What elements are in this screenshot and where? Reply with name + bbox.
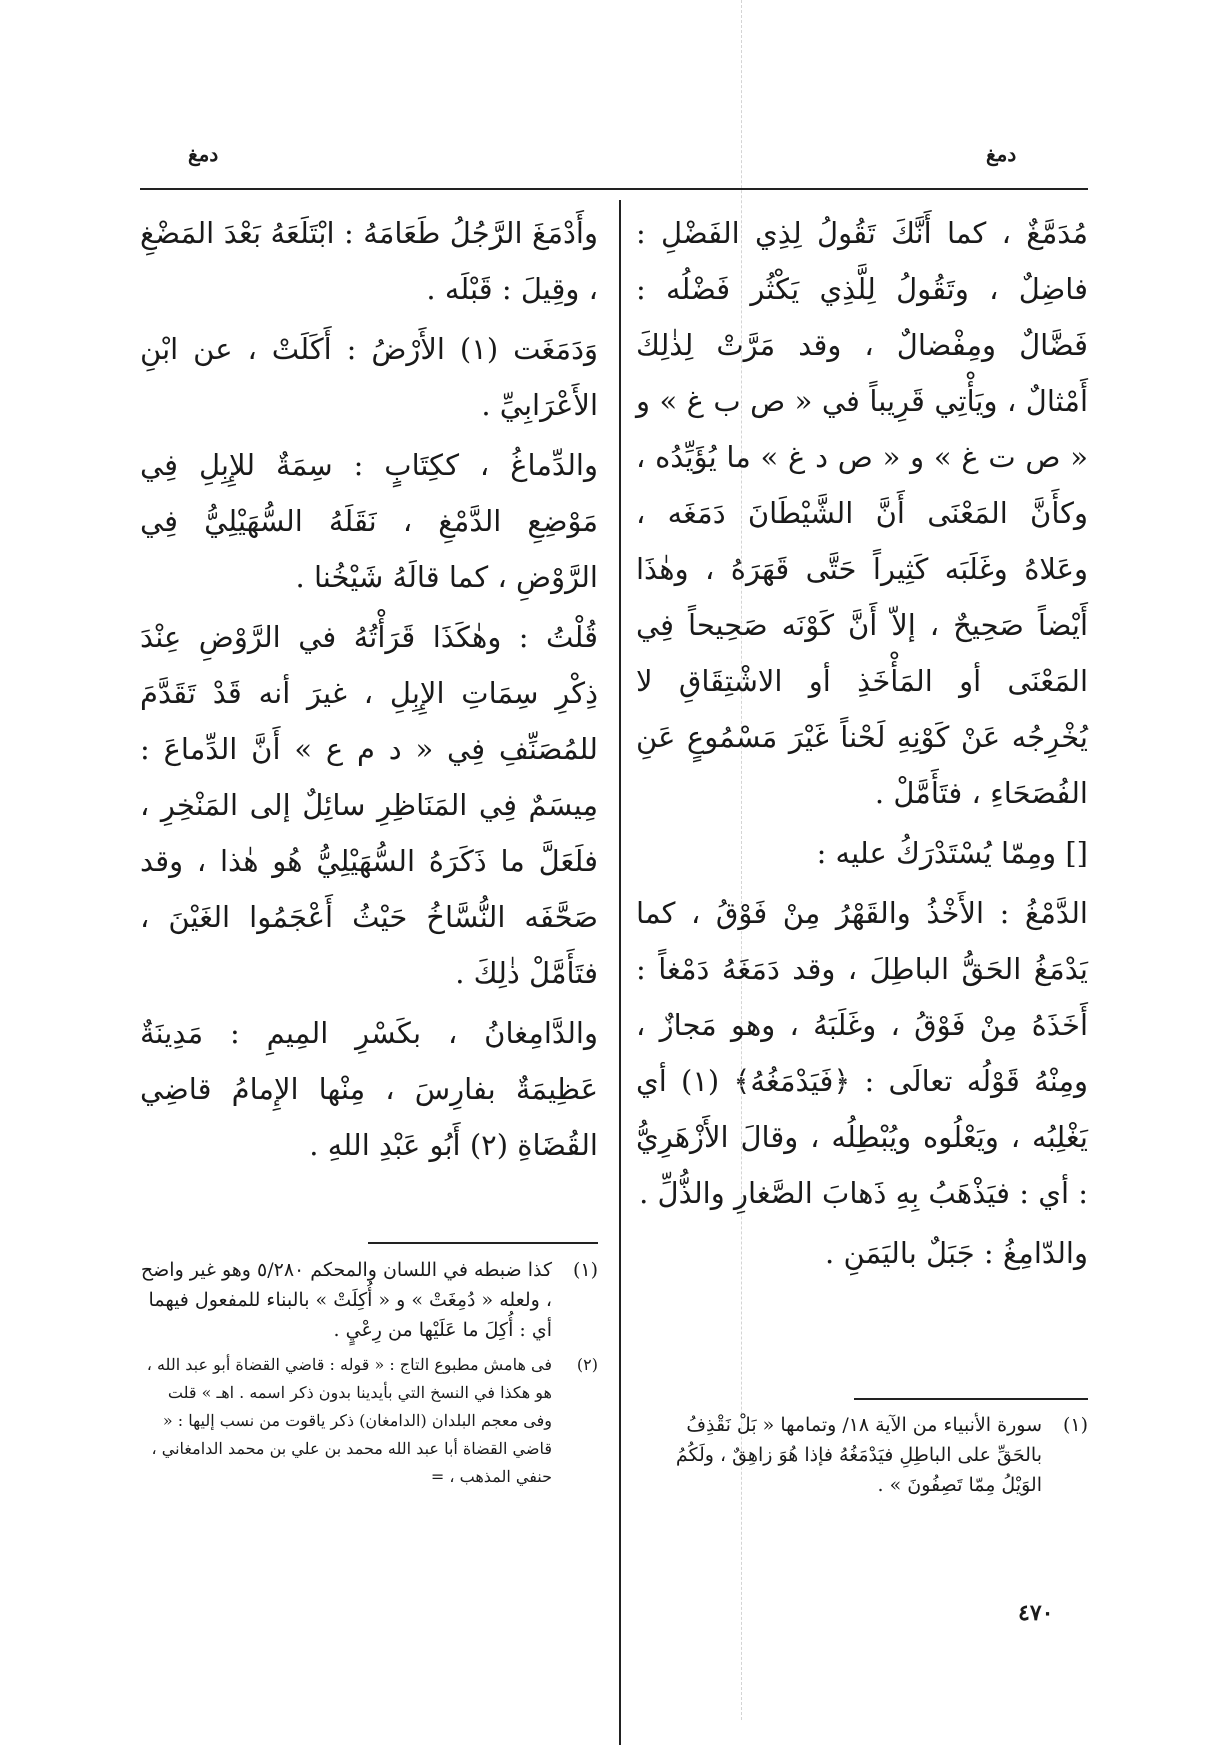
header-rule: [140, 188, 1088, 190]
entry-paragraph: [] ومِمّا يُسْتَدْرَكُ عليه :: [816, 836, 1088, 870]
column-divider: [619, 200, 621, 1745]
footnote: [140, 1351, 598, 1491]
footnote-number: (٢): [576, 1355, 598, 1374]
footnote-rule-right: [854, 1398, 1088, 1400]
entry-paragraph: مُدَمَّغٌ ، كما أَنَّكَ تَقُولُ لِذِي الفَضْلِ : فاضِلٌ ، وتَقُولُ لِلَّذِي يَكْثُر فَضْلُه : فَضَّالٌ ومِفْضالٌ ، وقد مَرَّتْ لِذٰلِكَ أَمْثالٌ ، ويَأْتِي قَرِيباً في « ص ب غ » و « ص ت غ » و « ص د غ » ما يُؤَيِّدُه ، وكأَنَّ المَعْنَى أَنَّ الشَّيْطَانَ دَمَغَه ، وعَلاهُ وغَلَبَه كَثِيراً حَتَّى قَهَرَهُ ، وهٰذَا أَيْضاً صَحِيحٌ ، إلاّ أَنَّ كَوْنَه صَحِيحاً فِي المَعْنَى أو المَأْخَذِ أو الاشْتِقَاقِ لا يُخْرِجُه عَنْ كَوْنِهِ لَحْناً غَيْرَ مَسْمُوعٍ عَنِ الفُصَحَاءِ ، فتَأَمَّلْ .: [636, 216, 1088, 810]
entry-paragraph: وَدَمَغَت (١) الأَرْضُ : أَكَلَتْ ، عن ابْنِ الأَعْرَابِيِّ .: [140, 332, 598, 422]
footnote-text: كذا ضبطه في اللسان والمحكم ٥/٢٨٠ وهو غير واضح ، ولعله « دُمِغَتْ » و « أُكِلَتْ » بالبناء للمفعول فيهما أي : أُكِلَ ما عَلَيْها من رِعْيٍ .: [140, 1259, 552, 1341]
entry-paragraph: وأَدْمَغَ الرَّجُلُ طَعَامَهُ : ابْتَلَعَهُ بَعْدَ المَضْغِ ، وقِيلَ : قَبْلَه .: [140, 216, 598, 306]
footnote: [636, 1410, 1088, 1500]
page-number: ٤٧٠: [1018, 1600, 1054, 1626]
header-word-left: دمغ: [188, 142, 219, 166]
entry-paragraph: الدَّمْغُ : الأَخْذُ والقَهْرُ مِنْ فَوْقُ ، كما يَدْمَغُ الحَقُّ الباطِلَ ، وقد دَمَغَهُ دَمْغاً : أَخَذَهُ مِنْ فَوْقُ ، وغَلَبَهُ ، وهو مَجازٌ ، ومِنْهُ قَوْلُه تعالَى : ﴿فَيَدْمَغُهُ﴾ (١) أي يَغْلِبُه ، ويَعْلُوه ويُبْطِلُه ، وقالَ الأَزْهَرِيُّ : أي : فيَذْهَبُ بِهِ ذَهابَ الصَّغارِ والذُّلِّ .: [636, 896, 1088, 1210]
entry-paragraph: والدّامِغُ : جَبَلٌ باليَمَنِ .: [825, 1236, 1088, 1270]
footnote: [140, 1255, 598, 1345]
footnote-rule-left: [368, 1242, 598, 1244]
footnotes-right: [636, 1410, 1088, 1506]
header-word-right: دمغ: [986, 142, 1017, 166]
right-column: [636, 205, 1088, 1285]
footnote-text: فى هامش مطبوع التاج : « قوله : قاضي القضاة أبو عبد الله ، هو هكذا في النسخ التي بأيدينا بدون ذكر اسمه . اهـ » قلت وفى معجم البلدان (الدامغان) ذكر ياقوت من نسب إليها : « قاضي القضاة أبا عبد الله محمد بن علي بن محمد الدامغاني ، حنفي المذهب ، =: [146, 1355, 552, 1486]
footnote-number: (١): [572, 1259, 598, 1281]
entry-paragraph: والدِّماغُ ، ككِتَابٍ : سِمَةٌ للإِبِلِ فِي مَوْضِعِ الدَّمْغِ ، نَقَلَهُ السُّهَيْلِيُّ فِي الرَّوْضِ ، كما قالَهُ شَيْخُنا .: [140, 448, 598, 594]
entry-paragraph: والدَّامِغانُ ، بكَسْرِ المِيمِ : مَدِينَةٌ عَظِيمَةٌ بفارِسَ ، مِنْها الإِمامُ قاضِي القُضَاةِ (٢) أَبُو عَبْدِ اللهِ .: [140, 1016, 598, 1162]
footnotes-left: [140, 1255, 598, 1497]
footnote-number: (١): [1062, 1414, 1088, 1436]
left-column: [140, 205, 598, 1177]
footnote-text: سورة الأنبياء من الآية ١٨/ وتمامها « بَلْ نَقْذِفُ بالحَقِّ على الباطِلِ فيَدْمَغُهُ فإذا هُوَ زاهِقٌ ، ولَكُمُ الوَيْلُ مِمّا تَصِفُونَ » .: [675, 1414, 1042, 1496]
entry-paragraph: قُلْتُ : وهٰكَذَا قَرَأْتُهُ في الرَّوْضِ عِنْدَ ذِكْرِ سِمَاتِ الإِبِلِ ، غيرَ أنه قَدْ تَقَدَّمَ للمُصَنِّفِ فِي « د م ع » أَنَّ الدِّماعَ : مِيسَمٌ فِي المَنَاظِرِ سائِلٌ إلى المَنْخِرِ ، فلَعَلَّ ما ذَكَرَهُ السُّهَيْلِيُّ هُو هٰذا ، وقد صَحَّفَه النُّسَّاخُ حَيْثُ أَعْجَمُوا الغَيْنَ ، فتَأَمَّلْ ذٰلِكَ .: [140, 620, 598, 990]
